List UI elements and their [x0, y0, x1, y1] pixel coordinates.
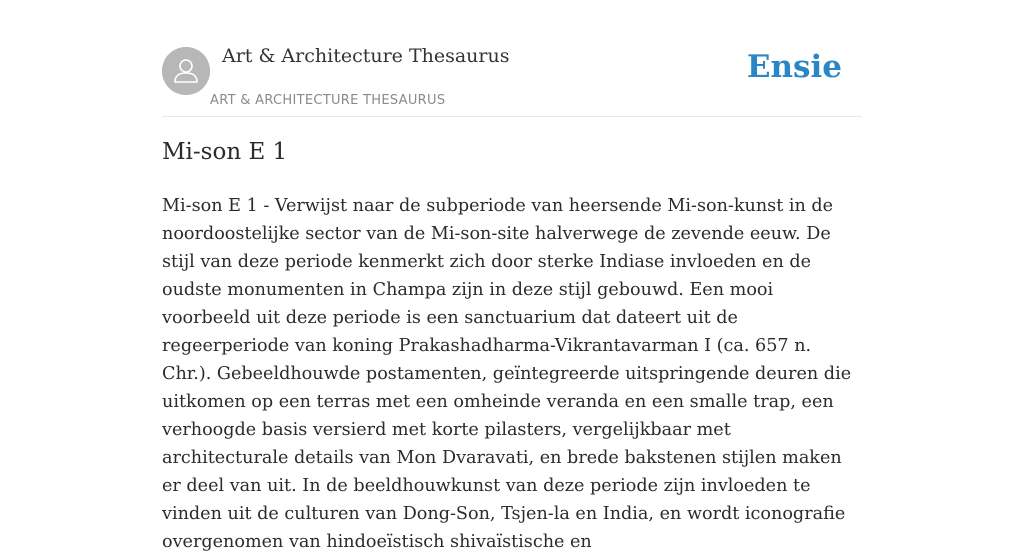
ensie-logo[interactable]: Ensie	[746, 49, 842, 85]
page-title: Mi-son E 1	[162, 139, 288, 165]
source-subtitle: ART & ARCHITECTURE THESAURUS	[210, 93, 446, 108]
avatar-graphic	[162, 47, 210, 95]
article-body: Mi-son E 1 - Verwijst naar de subperiode van heersende Mi-son-kunst in de noordoostelijke sector van de Mi-son-site halverwege de zevende eeuw. De stijl van deze periode kenmerkt zich door sterke Indiase invloeden en de oudste monumenten in Champa zijn in deze stijl gebouwd. Een mooi voorbeeld uit deze periode is een sanctuarium dat dateert uit de regeerperiode van koning Prakashadharma-Vikrantavarman I (ca. 657 n. Chr.). Gebeeldhouwde postamenten, geïntegreerde uitspringende deuren die uitkomen op een terras met een omheinde veranda en een smalle trap, een verhoogde basis versierd met korte pilasters, vergelijkbaar met architecturale details van Mon Dvaravati, en brede bakstenen stijlen maken er deel van uit. In de beeldhouwkunst van deze periode zijn invloeden te vinden uit de culturen van Dong-Son, Tsjen-la en India, en wordt iconografie overgenomen van hindoeïstisch shivaïstische en	[162, 196, 852, 552]
page-container	[162, 0, 862, 552]
source-title-link[interactable]: Art & Architecture Thesaurus	[222, 45, 510, 67]
source-header	[162, 0, 862, 117]
user-silhouette-icon[interactable]	[162, 47, 210, 95]
